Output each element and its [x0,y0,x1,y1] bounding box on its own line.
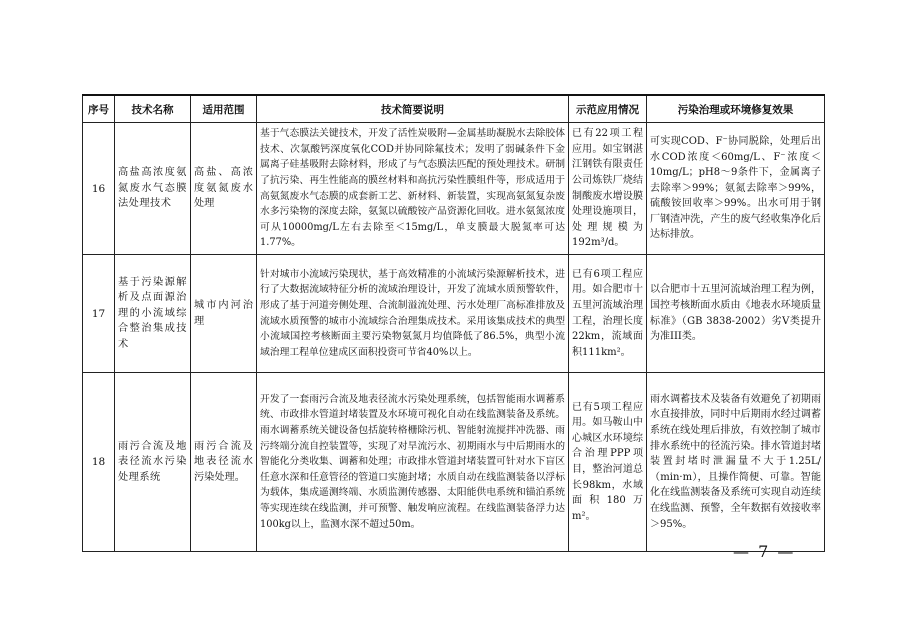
demo-application: 已有5项工程应用。如马鞍山中心城区水环境综合治理PPP项目，整治河道总长98km，水域面积180万m²。 [569,373,647,552]
header-demo: 示范应用情况 [569,95,647,123]
table-header-row [83,95,825,123]
tech-name: 基于污染源解析及点面源治理的小流域综合整治集成技术 [115,255,191,373]
table-row [83,123,825,255]
tech-scope: 城市内河治理 [191,255,257,373]
row-number: 17 [83,255,115,373]
table-row [83,255,825,373]
tech-description: 开发了一套雨污合流及地表径流水污染处理系统，包括智能雨水调蓄系统、市政排水管道封堵装置及水环境可视化自动在线监测装备及系统。雨水调蓄系统关键设备包括旋转格栅除污机、智能射流搅拌冲洗器、雨污终端分流自控装置等，实现了对旱流污水、初期雨水与中后期雨水的智能化分类收集、调蓄和处理；市政排水管道封堵装置可针对水下盲区任意水深和任意管径的管道口实施封堵；水质自动在线监测装备以浮标为载体，集成遥测终端、水质监测传感器、太阳能供电系统和锚泊系统等实现连续在线监测，并可预警、触发响应流程。在线监测装备浮力达100kg以上，监测水深不超过50m。 [257,373,569,552]
demo-application: 已有6项工程应用。如合肥市十五里河流域治理工程，治理长度22km，流域面积111km²。 [569,255,647,373]
header-effect: 污染治理或环境修复效果 [647,95,825,123]
tech-scope: 高盐、高浓度氨氮废水处理 [191,123,257,255]
header-no: 序号 [83,95,115,123]
treatment-effect: 雨水调蓄技术及装备有效避免了初期雨水直接排放，同时中后期雨水经过调蓄系统在线处理后排放，有效控制了城市排水系统中的径流污染。排水管道封堵装置封堵时泄漏量不大于1.25L/（min·m），且操作简便、可靠。智能化在线监测装备及系统可实现自动连续在线监测、预警，全年数据有效接收率＞95%。 [647,373,825,552]
technology-table [82,94,825,552]
treatment-effect: 以合肥市十五里河流域治理工程为例，国控考核断面水质由《地表水环境质量标准》（GB 3838-2002）劣V类提升为准III类。 [647,255,825,373]
tech-name: 雨污合流及地表径流水污染处理系统 [115,373,191,552]
tech-name: 高盐高浓度氨氮废水气态膜法处理技术 [115,123,191,255]
header-name: 技术名称 [115,95,191,123]
row-number: 18 [83,373,115,552]
demo-application: 已有22项工程应用。如宝钢湛江钢铁有限责任公司炼铁厂烧结制酸废水增设膜处理设施项目，处理规模为192m³/d。 [569,123,647,255]
tech-description: 针对城市小流域污染现状，基于高效精准的小流域污染源解析技术，进行了大数据流域特征分析的流域治理设计，开发了流域水质预警软件，形成了基于河道旁侧处理、合流制溢流处理、污水处理厂高标准排放及流域水质预警的城市小流域综合治理集成技术。采用该集成技术的典型小流域国控考核断面主要污染物氨氮月均值降低了86.5%，典型小流域治理工程单位建成区面积投资可节省40%以上。 [257,255,569,373]
tech-scope: 雨污合流及地表径流水污染处理。 [191,373,257,552]
table-row [83,373,825,552]
page-number: — 7 — [733,542,796,561]
header-desc: 技术简要说明 [257,95,569,123]
row-number: 16 [83,123,115,255]
header-scope: 适用范围 [191,95,257,123]
treatment-effect: 可实现COD、F⁻协同脱除，处理后出水COD浓度＜60mg/L、F⁻浓度＜10mg/L；pH8～9条件下，金属离子去除率＞99%；氨氮去除率＞99%，硫酸铵回收率＞99%。出水可用于钢厂钢渣冲洗，产生的废气经收集净化后达标排放。 [647,123,825,255]
tech-description: 基于气态膜法关键技术，开发了活性炭吸附—金属基助凝脱水去除胶体技术、次氯酸钙深度氧化COD并协同除氟技术；发明了弱碱条件下金属离子硅基吸附去除材料，形成了与气态膜法匹配的预处理技术。研制了抗污染、再生性能高的膜丝材料和高抗污染性膜组件等，形成适用于高氨氮废水气态膜的成套新工艺、新材料、新装置，实现高氨氮复杂废水多污染物的深度去除，氨氮以硫酸铵产品资源化回收。进水氨氮浓度可从10000mg/L左右去除至＜15mg/L，单支膜最大脱氮率可达1.77%。 [257,123,569,255]
